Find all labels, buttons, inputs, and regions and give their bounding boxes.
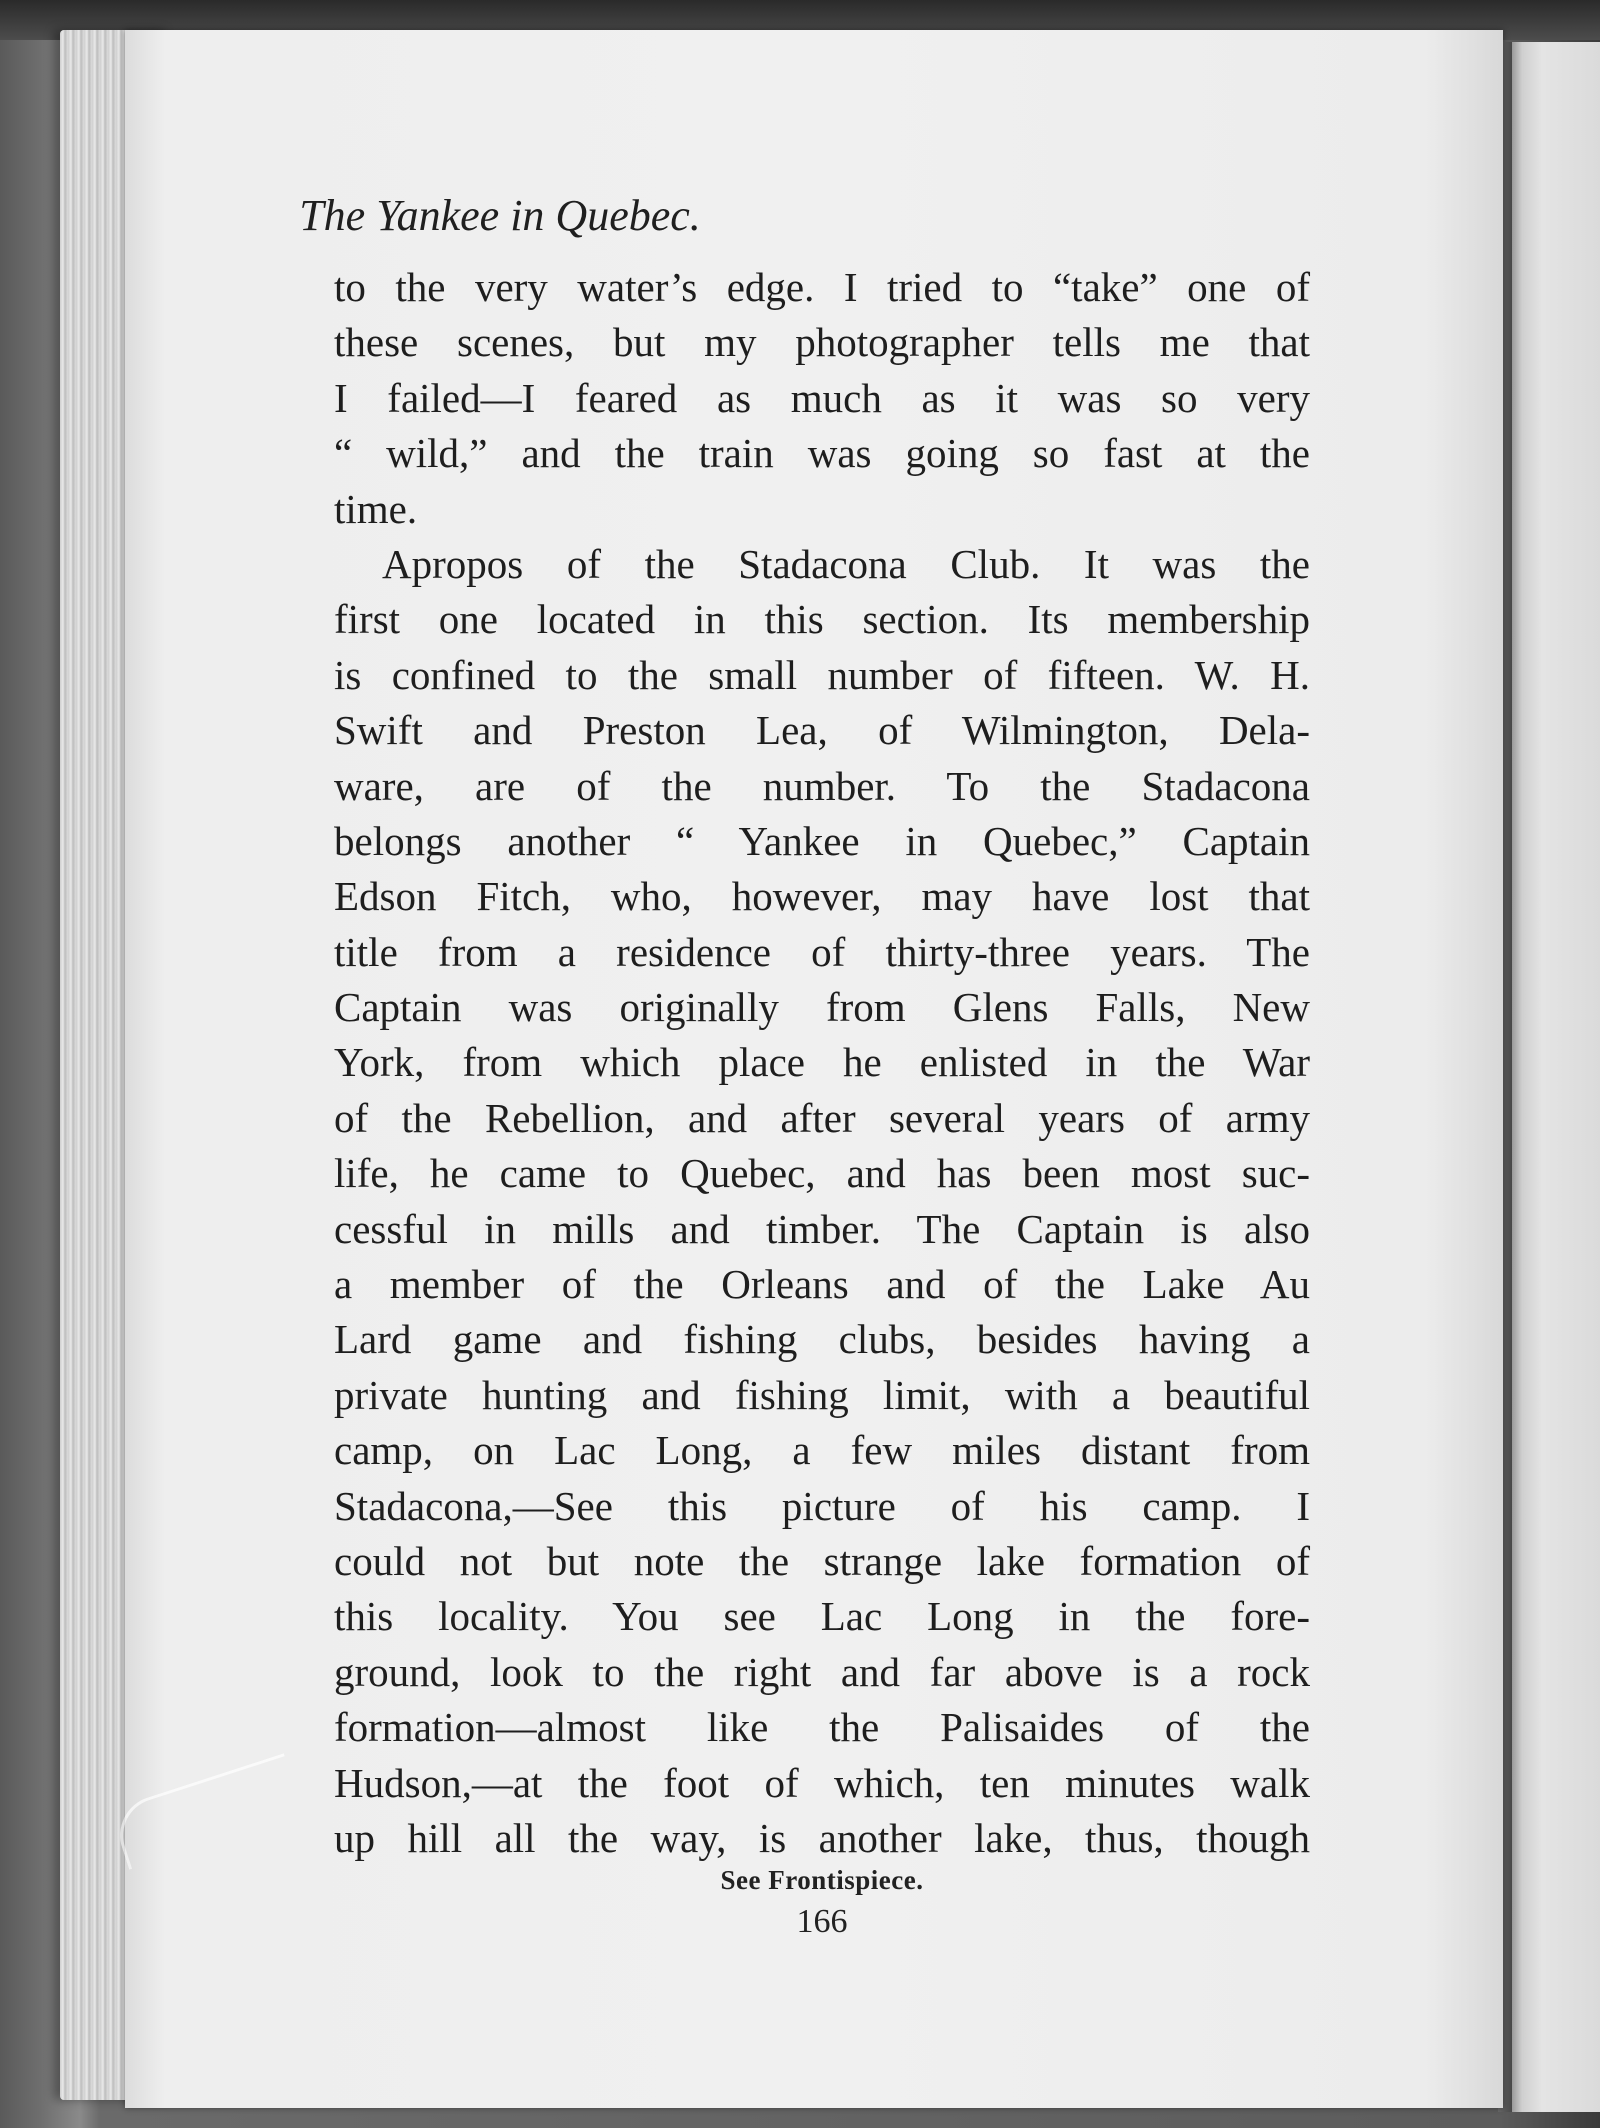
text-line: “ wild,” and the train was going so fast at the xyxy=(334,430,1310,477)
text-line: to the very water’s edge. I tried to “take” one of xyxy=(334,264,1310,310)
text-line: ware, are of the number. To the Stadacona xyxy=(334,762,1310,809)
footnote: See Frontispiece. xyxy=(720,1865,924,1895)
text-line: is confined to the small number of fifteen. W. H. xyxy=(334,651,1310,698)
text-line: Stadacona,—See this picture of his camp. I xyxy=(334,1482,1310,1529)
text-line: time. xyxy=(334,485,418,532)
text-line: title from a residence of thirty-three years. The xyxy=(334,928,1310,975)
text-line: I failed—I feared as much as it was so very xyxy=(334,374,1310,421)
body-text xyxy=(334,260,1310,1866)
text-line: York, from which place he enlisted in the War xyxy=(334,1039,1310,1086)
text-line: Captain was originally from Glens Falls, New xyxy=(334,984,1310,1031)
text-line: first one located in this section. Its membership xyxy=(334,596,1310,643)
text-line: life, he came to Quebec, and has been most suc- xyxy=(334,1150,1310,1197)
text-line: formation—almost like the Palisaides of the xyxy=(334,1704,1310,1751)
text-line: camp, on Lac Long, a few miles distant from xyxy=(334,1427,1310,1474)
text-line: Apropos of the Stadacona Club. It was the xyxy=(382,540,1310,587)
text-line: this locality. You see Lac Long in the fore- xyxy=(334,1593,1310,1640)
text-line: Swift and Preston Lea, of Wilmington, Dela- xyxy=(334,707,1310,754)
text-line: could not but note the strange lake formation of xyxy=(334,1537,1310,1584)
text-line: cessful in mills and timber. The Captain is also xyxy=(334,1205,1310,1252)
text-line: these scenes, but my photographer tells me that xyxy=(334,319,1310,366)
text-line: belongs another “ Yankee in Quebec,” Captain xyxy=(334,817,1310,864)
text-line: up hill all the way, is another lake, thus, though xyxy=(334,1814,1310,1861)
text-line: Lard game and fishing clubs, besides having a xyxy=(334,1316,1310,1363)
text-line: of the Rebellion, and after several years of army xyxy=(334,1094,1310,1141)
page-number: 166 xyxy=(796,1903,848,1940)
facing-page xyxy=(1512,42,1600,2112)
text-line: Edson Fitch, who, however, may have lost that xyxy=(334,873,1310,920)
text-line: private hunting and fishing limit, with a beautiful xyxy=(334,1371,1310,1418)
text-line: Hudson,—at the foot of which, ten minutes walk xyxy=(334,1759,1310,1806)
text-line: ground, look to the right and far above is a rock xyxy=(334,1648,1310,1695)
text-line: a member of the Orleans and of the Lake Au xyxy=(334,1261,1310,1308)
running-head: The Yankee in Quebec. xyxy=(299,191,701,240)
